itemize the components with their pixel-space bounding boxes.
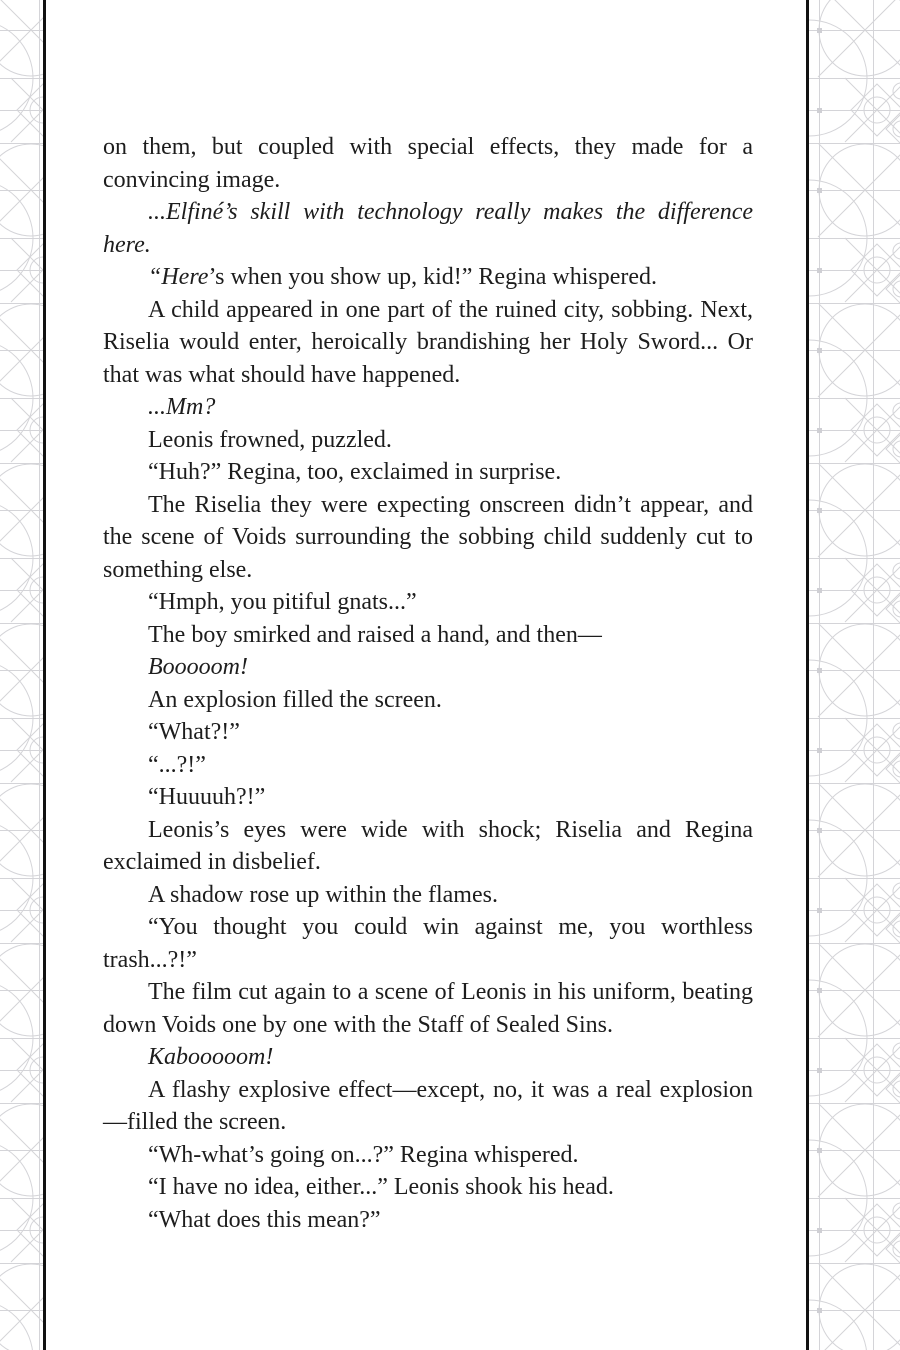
paragraph: [103, 131, 753, 196]
paragraph-run: “Huh?” Regina, too, exclaimed in surprise.: [148, 459, 562, 485]
paragraph-run: A flashy explosive effect—except, no, it was a real explosion—filled the screen.: [103, 1076, 753, 1135]
paragraph: [103, 879, 753, 912]
paragraph-run-italic: Kabooooom!: [148, 1044, 274, 1070]
paragraph-run: The Riselia they were expecting onscreen didn’t appear, and the scene of Voids surrounding the sobbing child suddenly cut to something else.: [103, 491, 753, 583]
paragraph: [103, 684, 753, 717]
paragraph-run: The boy smirked and raised a hand, and then—: [148, 621, 602, 648]
paragraph-run-italic: ...Mm?: [148, 394, 216, 420]
paragraph: [103, 1074, 753, 1139]
paragraph: [103, 294, 753, 392]
paragraph-run: “Huuuuh?!”: [148, 784, 266, 810]
paragraph: [103, 1171, 753, 1204]
paragraph: [103, 749, 753, 782]
paragraph-run-italic: Booooom!: [148, 654, 248, 680]
paragraph-run: “I have no idea, either...” Leonis shook his head.: [148, 1174, 614, 1200]
paragraph: [103, 261, 753, 294]
ornamental-border-right: [809, 0, 900, 1350]
paragraph-run: on them, but coupled with special effects, they made for a convincing image.: [103, 134, 753, 193]
paragraph-run: Leonis frowned, puzzled.: [148, 426, 392, 453]
page-content: [46, 0, 806, 1350]
paragraph-run: A child appeared in one part of the ruined city, sobbing. Next, Riselia would enter, heroically brandishing her Holy Sword... Or that was what should have happened.: [103, 296, 753, 388]
paragraph: [103, 911, 753, 976]
paragraph-run: “Hmph, you pitiful gnats...”: [148, 589, 417, 615]
paragraph: [103, 456, 753, 489]
paragraph-run: ’s when you show up, kid!” Regina whispered.: [208, 264, 658, 290]
paragraph-run-italic: ...Elfiné’s skill with technology really makes the difference here.: [103, 199, 753, 258]
ornamental-border-left: [0, 0, 43, 1350]
paragraph: [103, 489, 753, 587]
paragraph: [103, 1041, 753, 1074]
paragraph-run: “What?!”: [148, 719, 240, 745]
paragraph: [103, 781, 753, 814]
paragraph-run: “...?!”: [148, 751, 206, 778]
paragraph: [103, 651, 753, 684]
paragraph-run: “Wh-what’s going on...?” Regina whispered.: [148, 1141, 579, 1168]
paragraph: [103, 424, 753, 457]
paragraph: [103, 586, 753, 619]
paragraph: [103, 1204, 753, 1237]
paragraph-run: The film cut again to a scene of Leonis in his uniform, beating down Voids one by one with the Staff of Sealed Sins.: [103, 979, 753, 1038]
paragraph: [103, 814, 753, 879]
paragraph: [103, 619, 753, 652]
paragraph: [103, 196, 753, 261]
paragraph: [103, 716, 753, 749]
paragraph-run: “What does this mean?”: [148, 1206, 381, 1233]
paragraph-run: “You thought you could win against me, you worthless trash...?!”: [103, 914, 753, 973]
paragraph-run: An explosion filled the screen.: [148, 686, 442, 713]
text-content: [103, 131, 753, 1236]
paragraph: [103, 976, 753, 1041]
paragraph-run: Leonis’s eyes were wide with shock; Riselia and Regina exclaimed in disbelief.: [103, 816, 753, 875]
paragraph-run: A shadow rose up within the flames.: [148, 881, 498, 908]
paragraph: [103, 1139, 753, 1172]
paragraph-run-italic: “Here: [148, 264, 209, 290]
paragraph: [103, 391, 753, 424]
